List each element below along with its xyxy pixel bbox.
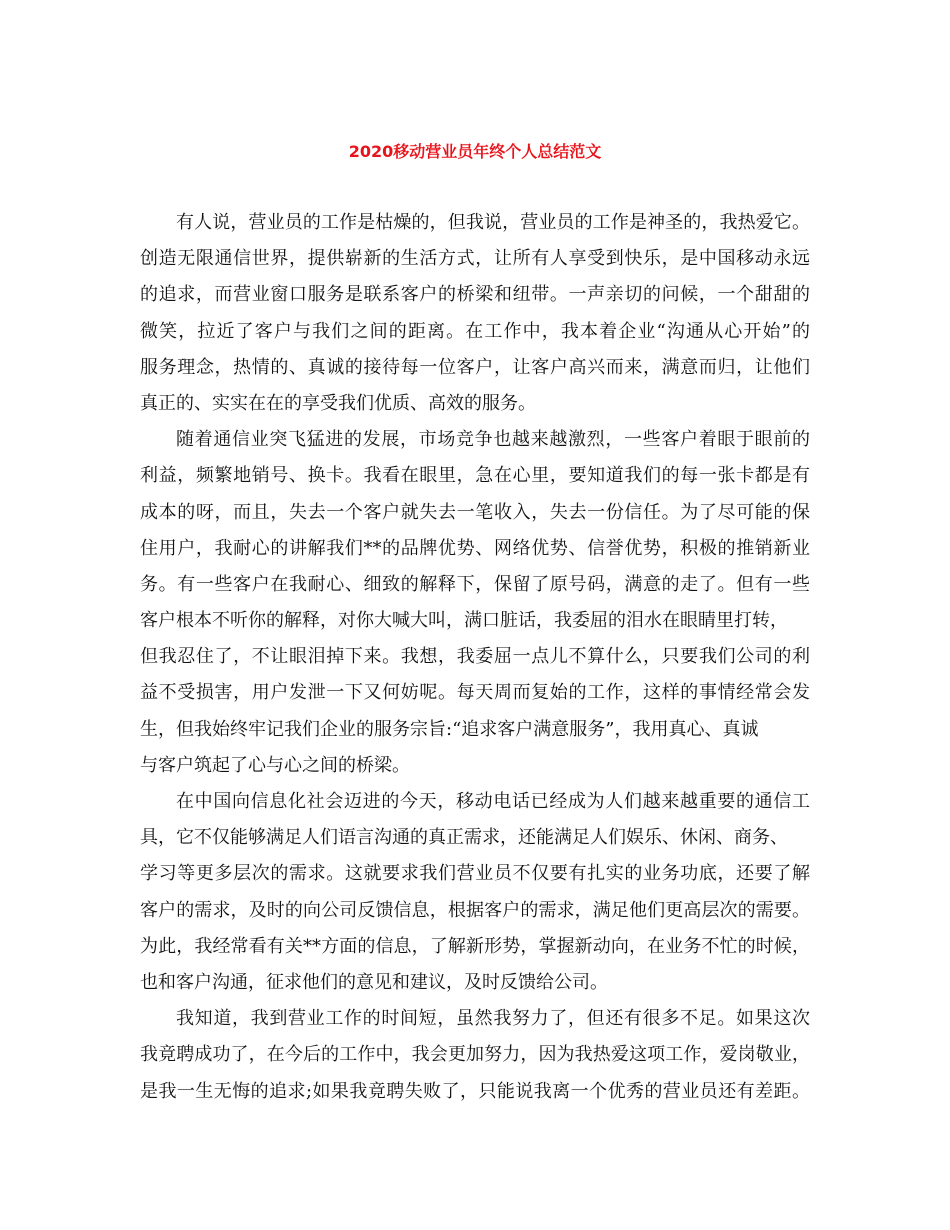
paragraph-line: 客户的需求，及时的向公司反馈信息，根据客户的需求，满足他们更高层次的需要。 [140, 899, 810, 921]
paragraph-line: 具，它不仅能够满足人们语言沟通的真正需求，还能满足人们娱乐、休闲、商务、 [140, 827, 788, 849]
paragraph-line: 我知道，我到营业工作的时间短，虽然我努力了，但还有很多不足。如果这次 [176, 1008, 810, 1030]
paragraph-line: 客户根本不听你的解释，对你大喊大叫，满口脏话，我委屈的泪水在眼睛里打转， [140, 610, 788, 632]
paragraph-line: 但我忍住了，不让眼泪掉下来。我想，我委屈一点儿不算什么，只要我们公司的利 [140, 646, 810, 668]
paragraph [140, 205, 810, 422]
paragraph [140, 784, 810, 1001]
paragraph-line: 服务理念，热情的、真诚的接待每一位客户，让客户高兴而来，满意而归，让他们 [140, 356, 810, 378]
paragraph-line: 利益，频繁地销号、换卡。我看在眼里，急在心里，要知道我们的每一张卡都是有 [140, 465, 810, 487]
paragraph-line: 有人说，营业员的工作是枯燥的，但我说，营业员的工作是神圣的，我热爱它。 [176, 212, 810, 233]
paragraph-line: 的追求，而营业窗口服务是联系客户的桥梁和纽带。一声亲切的问候，一个甜甜的 [140, 284, 810, 306]
paragraph [140, 1001, 810, 1110]
paragraph-line: 创造无限通信世界，提供崭新的生活方式，让所有人享受到快乐，是中国移动永远 [140, 248, 810, 270]
paragraph-line: 真正的、实实在在的享受我们优质、高效的服务。 [140, 392, 536, 414]
paragraph-line: 益不受损害，用户发泄一下又何妨呢。每天周而复始的工作，这样的事情经常会发 [140, 682, 810, 704]
paragraph-line: 也和客户沟通，征求他们的意见和建议，及时反馈给公司。 [140, 971, 608, 993]
paragraph-line: 为此，我经常看有关**方面的信息，了解新形势，掌握新动向，在业务不忙的时候， [140, 935, 810, 957]
paragraph-line: 生，但我始终牢记我们企业的服务宗旨:“追求客户满意服务”，我用真心、真诚 [140, 718, 759, 740]
paragraph-line: 住用户，我耐心的讲解我们**的品牌优势、网络优势、信誉优势，积极的推销新业 [140, 537, 810, 559]
document-title: 2020移动营业员年终个人总结范文 [348, 142, 602, 161]
paragraph-line: 成本的呀，而且，失去一个客户就失去一笔收入，失去一份信任。为了尽可能的保 [140, 501, 810, 523]
paragraph [140, 422, 810, 784]
document-body [140, 205, 810, 1110]
paragraph-line: 学习等更多层次的需求。这就要求我们营业员不仅要有扎实的业务功底，还要了解 [140, 863, 810, 885]
paragraph-line: 在中国向信息化社会迈进的今天，移动电话已经成为人们越来越重要的通信工 [176, 791, 810, 812]
paragraph-line: 是我一生无悔的追求;如果我竟聘失败了，只能说我离一个优秀的营业员还有差距。 [140, 1080, 810, 1102]
paragraph-line: 随着通信业突飞猛进的发展，市场竞争也越来越激烈，一些客户着眼于眼前的 [176, 429, 810, 451]
paragraph-line: 与客户筑起了心与心之间的桥梁。 [140, 754, 410, 776]
paragraph-line: 我竟聘成功了，在今后的工作中，我会更加努力，因为我热爱这项工作，爱岗敬业， [140, 1044, 810, 1066]
paragraph-line: 微笑，拉近了客户与我们之间的距离。在工作中，我本着企业“沟通从心开始”的 [140, 320, 810, 342]
paragraph-line: 务。有一些客户在我耐心、细致的解释下，保留了原号码，满意的走了。但有一些 [140, 573, 810, 595]
